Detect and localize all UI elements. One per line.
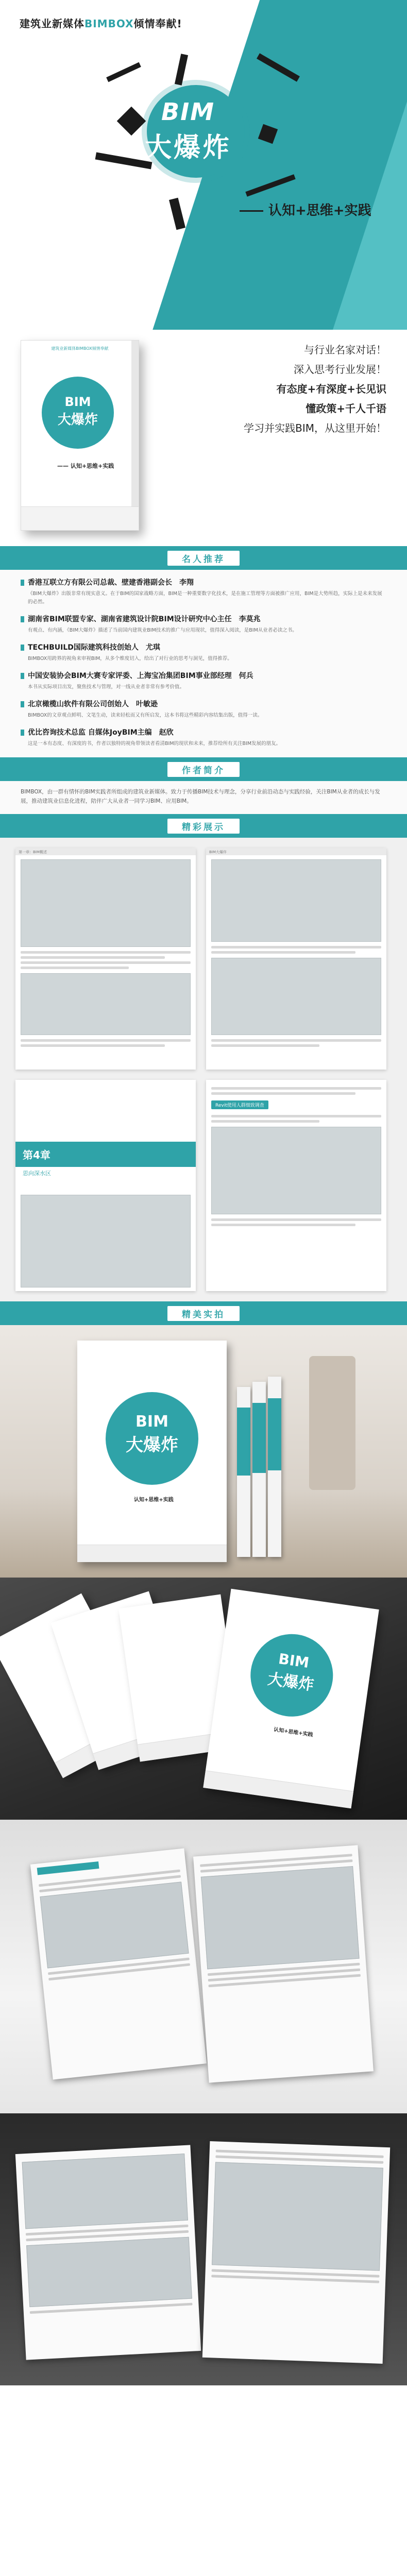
section-pill: Revit使用人群细致调查 — [211, 1100, 268, 1109]
book-spine — [252, 1382, 266, 1557]
photo-fanned-books — [0, 1578, 407, 1820]
book-title-line1: BIM — [64, 395, 91, 409]
samples-banner — [0, 814, 407, 838]
recommendation-item — [21, 699, 386, 720]
text-line — [211, 1224, 355, 1226]
book-spine — [131, 341, 139, 530]
photo-book-title-line2: 大爆炸 — [126, 1435, 178, 1455]
photo-book-subtitle: 认知+思维+实践 — [134, 1497, 174, 1503]
photo-inner-pages — [0, 2113, 407, 2385]
photo-book-cover — [77, 1341, 227, 1562]
text-line — [211, 1092, 355, 1095]
photo-book-title — [106, 1413, 198, 1456]
photo-book-cover — [203, 1589, 379, 1809]
recommendation-item — [21, 670, 386, 691]
photo-open-book — [0, 1820, 407, 2113]
sample-screenshot — [211, 859, 381, 942]
sample-page-header: 第一章：BIM概述 — [15, 848, 196, 855]
sample-page — [15, 848, 196, 1070]
book-spine — [268, 1377, 281, 1557]
text-line — [21, 961, 191, 964]
hero-title-line1: BIM — [161, 98, 215, 126]
chapter-title: 思向深水区 — [23, 1170, 51, 1177]
shard — [245, 174, 295, 197]
recommendation-item — [21, 577, 386, 606]
slogan-suffix: 倾情奉献! — [133, 18, 182, 30]
recommend-heading: 名人推荐 — [167, 551, 240, 566]
shard — [169, 198, 185, 230]
sample-screenshot — [211, 958, 381, 1035]
hero-title-line2: 大爆炸 — [144, 132, 231, 163]
photos-heading: 精美实拍 — [167, 1306, 240, 1321]
text-line — [21, 956, 165, 959]
photo-book-title-line2: 大爆炸 — [266, 1670, 315, 1694]
open-page-screenshot — [212, 2162, 383, 2270]
sample-figure — [21, 859, 191, 947]
hero-subtitle: 认知+思维+实践 — [240, 200, 371, 219]
recommender-quote: 有观点、有内涵，《BIM大爆炸》描述了当前国内建筑业BIM技术的推广与应用现状，值得深入阅读，是BIM从业者必读之书。 — [28, 628, 297, 633]
sample-page-header: BIM大爆炸 — [206, 848, 386, 855]
text-line — [21, 951, 191, 954]
text-line — [211, 1218, 381, 1221]
sample-figure — [21, 973, 191, 1035]
hero-slogan — [20, 15, 182, 30]
sample-pages — [0, 838, 407, 1301]
recommender-quote: BIMBOX的文章观点鲜明、文笔生动，读来轻松而又有所启发，这本书将这些精彩内容结集出版，值得一读。 — [28, 713, 263, 718]
text-line — [211, 951, 355, 954]
hero-section — [0, 0, 407, 330]
open-page-chart — [26, 2237, 192, 2307]
sample-page — [206, 1080, 386, 1291]
book-subtitle: —— 认知+思维+实践 — [57, 463, 114, 469]
taglines — [244, 340, 386, 438]
photo-book-title-line1: BIM — [277, 1650, 311, 1672]
recommendation-item — [21, 642, 386, 663]
recommender-name: 北京橄榄山软件有限公司创始人 叶敏逊 — [21, 699, 386, 710]
tagline: 有态度+有深度+长见识 — [276, 383, 386, 395]
text-line — [21, 1044, 165, 1047]
text-line — [211, 1115, 381, 1117]
tagline: 学习并实践BIM，从这里开始！ — [244, 422, 386, 434]
open-page-tag — [37, 1861, 99, 1875]
photo-book-band — [77, 1545, 227, 1562]
text-line — [211, 1120, 319, 1123]
photo-standing-book — [0, 1325, 407, 1578]
text-line — [211, 1087, 381, 1090]
text-line — [211, 946, 381, 948]
book-spine — [237, 1387, 250, 1557]
open-page-figure — [40, 1882, 189, 1968]
recommender-name: 中国安装协会BIM大赛专家评委、上海宝冶集团BIM事业部经理 何兵 — [21, 670, 386, 682]
recommender-quote: BIMBOX用跨界的视角来审视BIM，从多个维度切入，给出了对行业的思考与洞见，值得推荐。 — [28, 656, 232, 662]
sample-illustration — [211, 1127, 381, 1214]
slogan-brand: BIMBOX — [84, 18, 134, 30]
text-line — [211, 1039, 381, 1042]
text-line — [21, 967, 129, 969]
recommender-name: TECHBUILD国际建筑科技创始人 尤琪 — [21, 642, 386, 653]
author-heading: 作者简介 — [167, 762, 240, 777]
book-cover — [21, 340, 139, 531]
author-bio: BIMBOX，由一群有情怀的BIM实践者所组成的建筑业新媒体。致力于传播BIM技术与理念，分享行业前沿动态与实践经验，关注BIM从业者的成长与发展，推动建筑业信息化进程，陪伴广大从业者一同学习BIM、应用BIM。 — [0, 781, 407, 814]
recommender-name: 湖南省BIM联盟专家、湖南省建筑设计院BIM设计研究中心主任 李莫兆 — [21, 614, 386, 625]
book-title — [42, 395, 114, 428]
open-page-figure — [201, 1866, 360, 1969]
author-banner — [0, 757, 407, 781]
recommender-name: 优比咨询技术总监 自媒体JoyBIM主编 赵欣 — [21, 727, 386, 738]
shard — [175, 54, 188, 86]
tagline: 深入思考行业发展！ — [294, 363, 386, 376]
hero-title — [126, 98, 250, 164]
open-page-right — [202, 2141, 390, 2364]
photo-book-title-line1: BIM — [135, 1413, 168, 1431]
shard — [258, 124, 278, 144]
book-title-line2: 大爆炸 — [57, 412, 98, 428]
recommender-quote: 《BIM大爆炸》出版非常有现实意义。在于BIM的国家战略方面，BIM是一种重要数字化技术，是在施工管理等方面被推广应用，BIM是大势所趋，实际上是未来发展的必然。 — [28, 591, 382, 605]
book-bottom-band — [21, 506, 139, 530]
recommend-banner — [0, 546, 407, 570]
recommender-quote: 本书从实际项目出发，聚焦技术与管理，对一线从业者非常有参考价值。 — [28, 684, 185, 690]
slogan-prefix: 建筑业新媒体 — [20, 18, 84, 30]
open-page-left — [15, 2145, 201, 2360]
chapter-image — [21, 1195, 191, 1287]
chapter-number: 第4章 — [15, 1142, 196, 1167]
samples-heading: 精彩展示 — [167, 819, 240, 834]
sample-page — [206, 848, 386, 1070]
shard — [106, 62, 141, 82]
recommender-quote: 这是一本有态度、有深度的书，作者以独特的视角带领读者看清BIM的现状和未来，推荐给所有关注BIM发展的朋友。 — [28, 741, 281, 747]
recommender-name: 香港互联立方有限公司总裁、壁建香港副会长 李翔 — [21, 577, 386, 588]
photo-book-subtitle: 认知+思维+实践 — [273, 1726, 314, 1738]
book-intro-section — [0, 330, 407, 546]
open-page-right — [193, 1845, 374, 2082]
open-page-chart — [22, 2154, 188, 2229]
photos-banner — [0, 1301, 407, 1325]
recommendation-item — [21, 727, 386, 748]
sample-page — [15, 1080, 196, 1291]
tagline: 与行业名家对话！ — [304, 344, 386, 356]
background-object — [309, 1356, 355, 1490]
recommendation-item — [21, 614, 386, 635]
open-page-left — [30, 1848, 207, 2079]
shard — [257, 53, 300, 81]
recommendations — [0, 570, 407, 757]
photo-book-band — [203, 1770, 353, 1808]
book-header: 建筑业新媒体BIMBOX倾情奉献 — [51, 346, 109, 351]
text-line — [211, 1044, 319, 1047]
tagline: 懂政策+千人千语 — [306, 402, 386, 415]
text-line — [21, 1039, 191, 1042]
